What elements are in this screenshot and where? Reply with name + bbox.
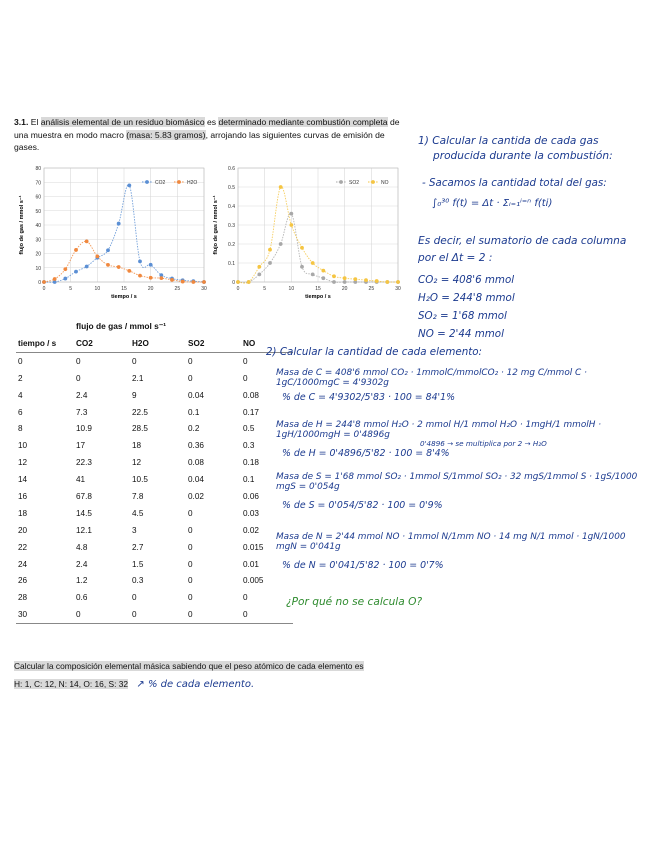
- y-tick-label: 10: [35, 265, 41, 272]
- y-axis-label: flujo de gas / mmol s⁻¹: [19, 195, 25, 255]
- table-header-cell: tiempo / s: [16, 335, 74, 352]
- data-point-so2: [343, 280, 347, 284]
- table-cell: 0: [74, 606, 130, 623]
- note-1-formula: ∫₀³⁰ f(t) = Δt · Σᵢ₌₁ⁱ⁼ⁿ f(ti): [432, 198, 553, 209]
- data-point-h2o: [95, 254, 99, 258]
- nitrogen-calculation: Masa de N = 2'44 mmol NO · 1mmol N/1mm NO · 14 mg N/1 mmol · 1gN/1000 mgN = 0'041g: [276, 532, 626, 552]
- table-cell: 0: [188, 508, 193, 518]
- data-table: [16, 335, 293, 624]
- table-header-cell: NO: [241, 335, 293, 352]
- table-row: [16, 522, 293, 539]
- data-point-so2: [332, 280, 336, 284]
- table-cell: 4.5: [132, 508, 144, 518]
- table-row: [16, 352, 293, 369]
- table-cell: 0.04: [188, 390, 204, 400]
- table-cell: 4: [18, 390, 23, 400]
- table-row: [16, 454, 293, 471]
- table-cell: 0.3: [132, 576, 144, 586]
- table-cell: 0: [243, 373, 248, 383]
- table-cell: 2.7: [132, 542, 144, 552]
- carbon-percent: % de C = 4'9302/5'83 · 100 = 84'1%: [282, 392, 456, 403]
- data-point-h2o: [191, 280, 195, 284]
- table-cell: 12: [18, 458, 28, 468]
- table-cell: 12.1: [76, 525, 92, 535]
- table-cell: 2.4: [76, 559, 88, 569]
- table-cell: 20: [18, 525, 28, 535]
- table-cell: 0: [243, 593, 248, 603]
- table-cell: 17: [76, 441, 86, 451]
- table-cell: 12: [132, 458, 142, 468]
- question-line-2: H: 1, C: 12, N: 14, O: 16, S: 32: [14, 679, 129, 689]
- x-tick-label: 10: [288, 286, 295, 292]
- question-note: ↗ % de cada elemento.: [136, 679, 255, 690]
- table-cell: 41: [76, 475, 86, 485]
- table-cell: 10.5: [132, 475, 148, 485]
- table-cell: 7.8: [132, 491, 144, 501]
- sulfur-percent: % de S = 0'054/5'82 · 100 = 0'9%: [282, 500, 443, 511]
- legend-label: SO2: [349, 180, 360, 186]
- legend-marker: [371, 180, 375, 184]
- legend-label: CO2: [155, 180, 166, 186]
- table-cell: 16: [18, 491, 28, 501]
- table-cell: 0.36: [188, 441, 204, 451]
- x-axis-label: tiempo / s: [305, 294, 331, 300]
- table-cell: 7.3: [76, 407, 88, 417]
- table-row: [16, 404, 293, 421]
- table-cell: 0.08: [188, 458, 204, 468]
- table-cell: 2: [18, 373, 23, 383]
- data-point-co2: [117, 222, 121, 226]
- table-row: [16, 370, 293, 387]
- y-tick-label: 0.4: [228, 204, 235, 210]
- table-cell: 0: [130, 606, 186, 623]
- gas-totals: [418, 271, 515, 343]
- table-cell: 0.1: [243, 475, 255, 485]
- data-point-h2o: [127, 269, 131, 273]
- legend-marker: [145, 180, 149, 184]
- table-cell: 14.5: [76, 508, 92, 518]
- highlight-3: (masa: 5.83 gramos): [126, 129, 206, 140]
- sulfur-calculation: Masa de S = 1'68 mmol SO₂ · 1mmol S/1mmol SO₂ · 32 mgS/1mmol S · 1gS/1000 mgS = 0'054g: [276, 472, 638, 492]
- y-tick-label: 60: [35, 194, 41, 201]
- table-cell: 0: [241, 606, 293, 623]
- table-cell: 0.015: [243, 542, 264, 552]
- table-cell: 24: [18, 559, 28, 569]
- table-cell: 0.005: [243, 576, 264, 586]
- table-cell: 0.03: [243, 508, 259, 518]
- x-tick-label: 15: [315, 286, 321, 292]
- carbon-calculation: Masa de C = 408'6 mmol CO₂ · 1mmolC/mmolCO₂ · 12 mg C/mmol C · 1gC/1000mgC = 4'9302g: [276, 368, 587, 388]
- table-cell: 0.18: [243, 458, 259, 468]
- data-point-no: [289, 223, 293, 227]
- table-cell: 0: [243, 356, 248, 366]
- data-point-so2: [289, 212, 293, 216]
- table-cell: 1.2: [76, 576, 88, 586]
- data-point-h2o: [181, 280, 185, 284]
- data-point-co2: [127, 183, 131, 187]
- chart-so2-no: [208, 160, 404, 312]
- table-cell: 0.08: [243, 390, 259, 400]
- legend-label: NO: [381, 180, 389, 186]
- data-point-so2: [321, 276, 325, 280]
- legend-marker: [339, 180, 343, 184]
- data-point-no: [236, 280, 240, 284]
- table-cell: 30: [16, 606, 74, 623]
- hydrogen-side-note: 0'4896 → se multiplica por 2 → H₂O: [420, 439, 547, 448]
- data-point-h2o: [74, 248, 78, 252]
- y-tick-label: 50: [35, 208, 41, 215]
- table-cell: 0: [188, 542, 193, 552]
- data-point-no: [279, 185, 283, 189]
- chart-co2-h2o: [14, 160, 210, 312]
- table-cell: 0: [188, 593, 193, 603]
- data-point-no: [311, 261, 315, 265]
- table-cell: 14: [18, 475, 28, 485]
- y-tick-label: 0.3: [228, 223, 235, 229]
- table-cell: 67.8: [76, 491, 92, 501]
- table-row: [16, 387, 293, 404]
- table-cell: 28: [18, 593, 28, 603]
- x-tick-label: 0: [236, 286, 240, 292]
- table-cell: 0.3: [243, 441, 255, 451]
- data-point-so2: [268, 261, 272, 265]
- table-row: [16, 437, 293, 454]
- data-point-h2o: [170, 278, 174, 282]
- y-tick-label: 0.2: [228, 242, 235, 248]
- legend-label: H2O: [187, 180, 198, 186]
- x-axis-label: tiempo / s: [111, 294, 137, 300]
- table-cell: 0: [188, 373, 193, 383]
- question-text: [14, 657, 404, 694]
- table-cell: 26: [18, 576, 28, 586]
- data-point-so2: [257, 273, 261, 277]
- table-cell: 0.02: [243, 525, 259, 535]
- table-cell: 2.4: [76, 390, 88, 400]
- oxygen-question: ¿Por qué no se calcula O?: [286, 596, 423, 608]
- y-tick-label: 40: [35, 223, 41, 229]
- problem-statement: 3.1. El análisis elemental de un residuo biomásico es determinado mediante combustión completa de una muestra en modo macro (masa: 5.83 gramos), arrojando las siguientes curvas de emisión de gases.: [14, 117, 400, 152]
- note-1-title: 1) Calcular la cantida de cada gas producida durante la combustión:: [418, 135, 613, 162]
- table-cell: 0.1: [188, 407, 200, 417]
- table-cell: 0: [188, 356, 193, 366]
- x-tick-label: 20: [341, 286, 348, 292]
- note-2-title: 2) Calcular la cantidad de cada elemento:: [266, 346, 483, 358]
- x-tick-label: 10: [94, 286, 101, 292]
- table-cell: 0.17: [243, 407, 259, 417]
- y-tick-label: 30: [35, 237, 41, 244]
- data-point-no: [364, 278, 368, 282]
- total-co2: CO₂ = 408'6 mmol: [418, 274, 515, 286]
- table-row: [16, 606, 293, 623]
- data-point-h2o: [138, 274, 142, 278]
- table-cell: 0: [76, 373, 81, 383]
- table-cell: 0: [188, 559, 193, 569]
- table-cell: 3: [132, 525, 137, 535]
- table-cell: 0.06: [243, 491, 259, 501]
- table-cell: 0: [132, 593, 137, 603]
- data-point-h2o: [106, 263, 110, 267]
- data-point-co2: [85, 265, 89, 269]
- data-point-so2: [279, 242, 283, 246]
- data-point-so2: [300, 265, 304, 269]
- data-point-no: [268, 248, 272, 252]
- table-cell: 8: [18, 424, 23, 434]
- x-tick-label: 5: [263, 286, 267, 292]
- x-tick-label: 25: [174, 286, 181, 292]
- data-point-h2o: [117, 265, 121, 269]
- table-cell: 0: [132, 356, 137, 366]
- data-point-co2: [74, 270, 78, 274]
- note-1-explanation: Es decir, el sumatorio de cada columna por el Δt = 2 :: [418, 235, 627, 264]
- table-cell: 22.3: [76, 458, 92, 468]
- table-cell: 10: [18, 441, 28, 451]
- table-row: [16, 539, 293, 556]
- y-tick-label: 0.6: [228, 166, 235, 172]
- table-row: [16, 589, 293, 606]
- table-cell: 28.5: [132, 424, 148, 434]
- table-cell: 0: [76, 356, 81, 366]
- problem-number: 3.1.: [14, 117, 29, 127]
- y-tick-label: 0: [232, 280, 235, 286]
- table-cell: 0.2: [188, 424, 200, 434]
- total-so2: SO₂ = 1'68 mmol: [418, 310, 507, 322]
- data-point-no: [321, 269, 325, 273]
- total-h2o: H₂O = 244'8 mmol: [418, 292, 515, 304]
- data-point-so2: [311, 273, 315, 277]
- data-point-h2o: [202, 280, 206, 284]
- table-header-cell: CO2: [74, 335, 130, 352]
- y-tick-label: 70: [35, 180, 41, 187]
- table-cell: 0.02: [188, 491, 204, 501]
- data-point-no: [375, 279, 379, 283]
- data-point-co2: [138, 259, 142, 263]
- table-cell: 0: [188, 525, 193, 535]
- question-line-1: Calcular la composición elemental másica sabiendo que el peso atómico de cada elemento es: [14, 661, 364, 671]
- highlight-1: análisis elemental de un residuo biomásico: [40, 117, 205, 127]
- note-1-line-1: - Sacamos la cantidad total del gas:: [422, 177, 607, 189]
- table-cell: 0.6: [76, 593, 88, 603]
- table-header-cell: SO2: [186, 335, 241, 352]
- data-point-no: [247, 280, 251, 284]
- data-point-h2o: [149, 276, 153, 280]
- table-header-row: [16, 335, 293, 352]
- data-point-no: [332, 274, 336, 278]
- table-row: [16, 488, 293, 505]
- table-cell: 0: [18, 356, 23, 366]
- table-cell: 6: [18, 407, 23, 417]
- table-cell: 0.01: [243, 559, 259, 569]
- x-tick-label: 25: [368, 286, 375, 292]
- table-cell: 0: [186, 606, 241, 623]
- table-cell: 0: [188, 576, 193, 586]
- table-cell: 2.1: [132, 373, 144, 383]
- table-cell: 0.04: [188, 475, 204, 485]
- total-no: NO = 2'44 mmol: [418, 328, 504, 340]
- x-tick-label: 30: [395, 286, 401, 292]
- data-point-no: [257, 265, 261, 269]
- table-caption: flujo de gas / mmol s⁻¹: [76, 321, 167, 331]
- table-row: [16, 471, 293, 488]
- table-cell: 22.5: [132, 407, 148, 417]
- table-header-cell: H2O: [130, 335, 186, 352]
- table-cell: 18: [18, 508, 28, 518]
- y-tick-label: 0: [38, 280, 41, 286]
- table-row: [16, 420, 293, 437]
- nitrogen-percent: % de N = 0'041/5'82 · 100 = 0'7%: [282, 560, 444, 571]
- x-tick-label: 30: [201, 286, 207, 292]
- table-cell: 9: [132, 390, 137, 400]
- x-tick-label: 15: [121, 286, 127, 292]
- table-cell: 0.5: [243, 424, 255, 434]
- legend-marker: [177, 180, 181, 184]
- y-tick-label: 0.5: [228, 185, 235, 191]
- data-point-no: [396, 280, 400, 284]
- data-point-no: [300, 246, 304, 250]
- table-row: [16, 572, 293, 589]
- table-cell: 10.9: [76, 424, 92, 434]
- x-tick-label: 0: [42, 286, 46, 292]
- x-tick-label: 5: [69, 286, 73, 292]
- highlight-2: determinado mediante combustión completa: [218, 117, 388, 127]
- data-point-co2: [63, 277, 67, 281]
- data-point-h2o: [53, 277, 57, 281]
- hydrogen-percent: % de H = 0'4896/5'82 · 100 = 8'4%: [282, 448, 450, 459]
- data-point-co2: [149, 263, 153, 267]
- y-axis-label: flujo de gas / mmol s⁻¹: [213, 195, 219, 255]
- data-point-h2o: [85, 239, 89, 243]
- hydrogen-calculation: Masa de H = 244'8 mmol H₂O · 2 mmol H/1 mmol H₂O · 1mgH/1 mmolH · 1gH/1000mgH = 0'4896g: [276, 420, 602, 440]
- table-row: [16, 556, 293, 573]
- y-tick-label: 0.1: [228, 261, 235, 267]
- data-point-no: [385, 280, 389, 284]
- x-tick-label: 20: [147, 286, 154, 292]
- y-tick-label: 80: [35, 166, 41, 172]
- y-tick-label: 20: [35, 251, 41, 258]
- data-point-no: [343, 276, 347, 280]
- table-cell: 18: [132, 441, 142, 451]
- table-cell: 4.8: [76, 542, 88, 552]
- table-cell: 22: [18, 542, 28, 552]
- table-cell: 1.5: [132, 559, 144, 569]
- data-point-no: [353, 277, 357, 281]
- data-point-h2o: [42, 280, 46, 284]
- data-point-h2o: [159, 276, 163, 280]
- data-point-co2: [106, 248, 110, 252]
- table-row: [16, 505, 293, 522]
- data-point-h2o: [63, 267, 67, 271]
